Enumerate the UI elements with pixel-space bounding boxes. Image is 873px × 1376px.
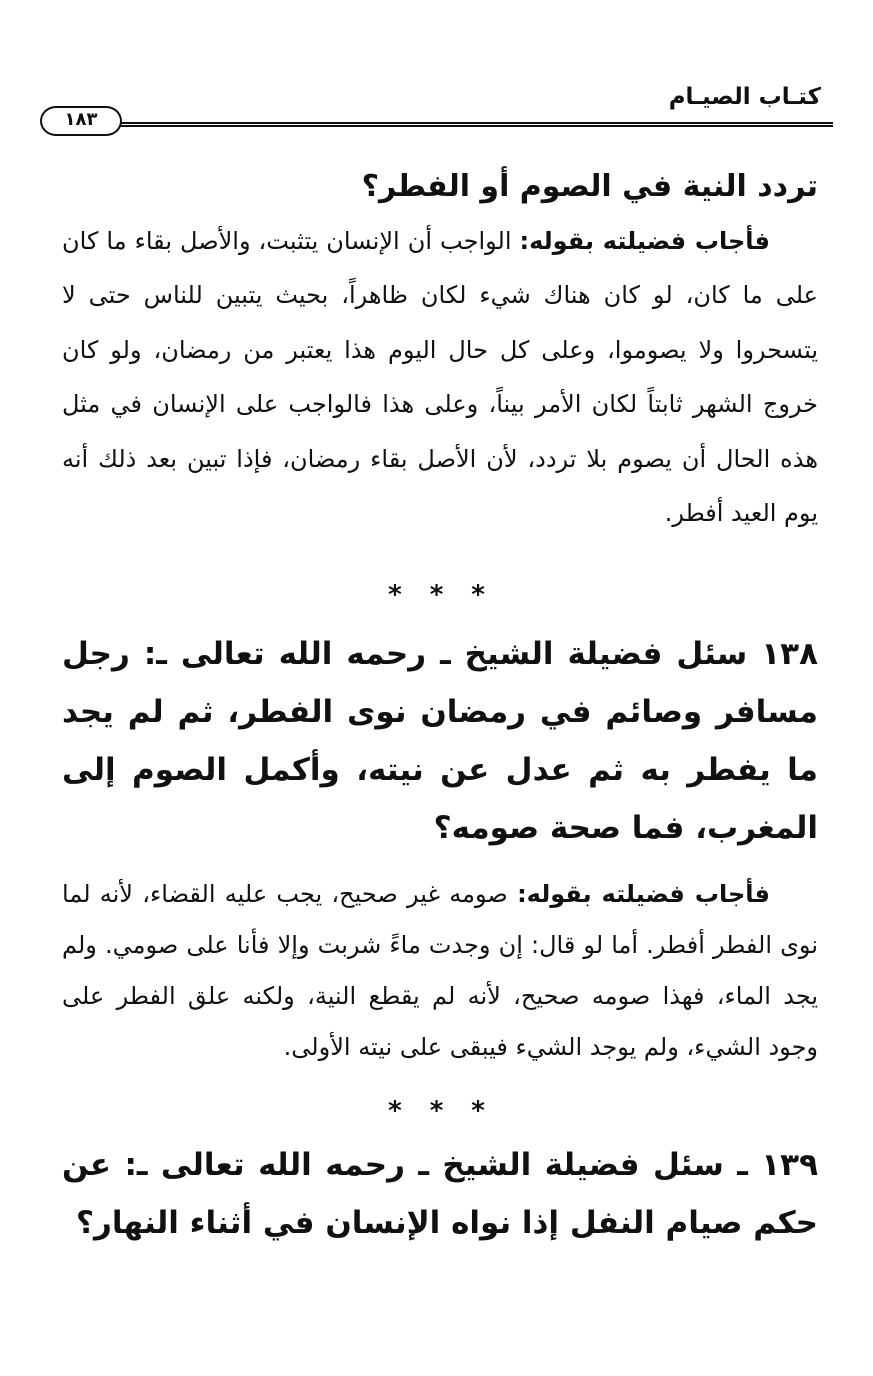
separator-star: * [429, 580, 444, 610]
question-139: ١٣٩ ـ سئل فضيلة الشيخ ـ رحمه الله تعالى ـ: عن حكم صيام النفل إذا نواه الإنسان في أثناء النهار؟ [62, 1147, 818, 1241]
separator-star: * [388, 1096, 402, 1126]
answer-138-text: صومه غير صحيح، يجب عليه القضاء، لأنه لما نوى الفطر أفطر. أما لو قال: إن وجدت ماءً شربت وإلا فأنا على صومي. ولم يجد الماء، فهذا صومه صحيح، لأنه لم يقطع النية، ولكنه علق الفطر على وجود الشيء، ولم يوجد الشيء فيبقى على نيته الأولى. [62, 880, 818, 1061]
question-tail: تردد النية في الصوم أو الفطر؟ [361, 169, 818, 204]
answer-text: الواجب أن الإنسان يتثبت، والأصل بقاء ما كان على ما كان، لو كان هناك شيء لكان ظاهراً، بحيث يتبين للناس حتى لا يتسحروا ولا يصوموا، وعلى كل حال اليوم هذا يعتبر من رمضان، ولو كان خروج الشهر ثابتاً لكان الأمر بيناً، وعلى هذا فالواجب على الإنسان في مثل هذه الحال أن يصوم بلا تردد، لأن الأصل بقاء رمضان، فإذا تبين بعد ذلك أنه يوم العيد أفطر. [62, 227, 818, 528]
answer-paragraph [62, 214, 818, 540]
question-138: ١٣٨ سئل فضيلة الشيخ ـ رحمه الله تعالى ـ: رجل مسافر وصائم في رمضان نوى الفطر، ثم لم يجد ما يفطر به ثم عدل عن نيته، وأكمل الصوم إلى المغرب، فما صحة صومه؟ [62, 636, 818, 846]
previous-question-block [62, 160, 818, 540]
separator-star: * [388, 580, 402, 610]
answer-138-lead: فأجاب فضيلته بقوله: [517, 880, 770, 908]
question-138-block [62, 625, 818, 1073]
section-separator [0, 1096, 873, 1126]
header-rule [120, 122, 833, 127]
separator-star: * [471, 580, 485, 610]
answer-lead: فأجاب فضيلته بقوله: [519, 227, 770, 255]
separator-star: * [471, 1096, 485, 1126]
question-139-block [62, 1136, 818, 1252]
page-number: ١٨٣ [64, 109, 98, 130]
section-separator [0, 580, 873, 610]
separator-star: * [429, 1096, 444, 1126]
book-title: كتـاب الصيـام [668, 84, 821, 110]
page-number-frame [40, 106, 122, 136]
answer-138-paragraph [62, 869, 818, 1073]
running-header [40, 82, 833, 152]
